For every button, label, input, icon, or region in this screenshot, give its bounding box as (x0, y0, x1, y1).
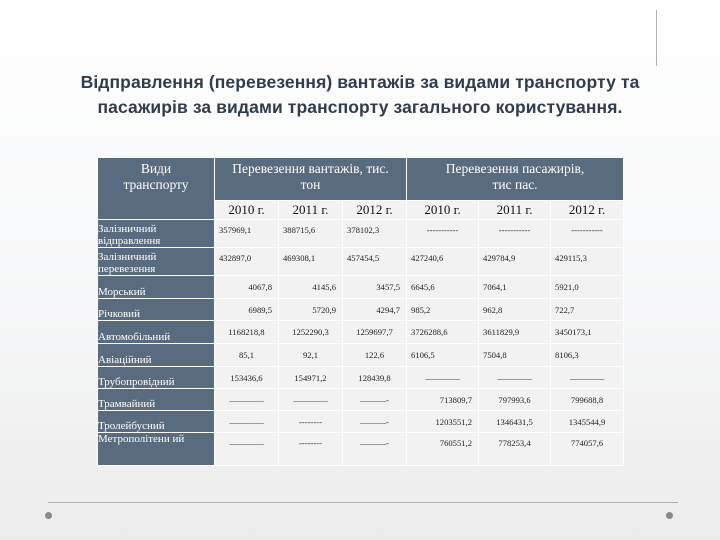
table-row (98, 248, 624, 276)
header-transport-type (98, 158, 215, 220)
divider-left-dot (45, 512, 52, 519)
table-cell: ———- (343, 411, 407, 433)
table-row (98, 220, 624, 248)
header-pass-line-2: тис пас. (492, 177, 538, 192)
table-cell: 378102,3 (343, 220, 407, 248)
table-cell: 3450173,1 (551, 321, 624, 344)
table-cell: 128439,8 (343, 367, 407, 389)
header-cargo-line-1: Перевезення вантажів, тис. (232, 161, 389, 176)
row-label: Авіаційний (98, 344, 215, 367)
table-cell: 1259697,7 (343, 321, 407, 344)
table-cell: ———— (215, 411, 279, 433)
table-cell: 6106,5 (407, 344, 479, 367)
header-type-line-2: транспорту (123, 177, 189, 192)
table-cell: 778253,4 (479, 433, 551, 466)
table-row (98, 433, 624, 466)
transport-table (97, 157, 623, 462)
table-cell: 469308,1 (279, 248, 343, 276)
header-cargo (215, 158, 407, 201)
table-cell: 7064,1 (479, 276, 551, 299)
year-header: 2012 г. (551, 201, 624, 220)
table-cell: ———- (343, 389, 407, 411)
table-cell: ———— (215, 389, 279, 411)
table-cell: 962,8 (479, 299, 551, 321)
table-cell: 3611829,9 (479, 321, 551, 344)
table-cell: 92,1 (279, 344, 343, 367)
header-cargo-line-2: тон (300, 177, 321, 192)
table-cell: 5921,0 (551, 276, 624, 299)
table-cell: ———— (407, 367, 479, 389)
header-type-line-1: Види (140, 161, 172, 176)
year-header: 2010 г. (407, 201, 479, 220)
table-cell: 799688,8 (551, 389, 624, 411)
table-cell: ----------- (479, 220, 551, 248)
row-label: Морський (98, 276, 215, 299)
table-cell: 1346431,5 (479, 411, 551, 433)
table-cell: 427240,6 (407, 248, 479, 276)
table-row (98, 367, 624, 389)
table-cell: ----------- (551, 220, 624, 248)
table-row (98, 344, 624, 367)
table-cell: 8106,3 (551, 344, 624, 367)
table-cell: 429784,9 (479, 248, 551, 276)
row-label: Тролейбусний (98, 411, 215, 433)
row-label: Залізничний перевезення (98, 248, 215, 276)
table-cell: 388715,6 (279, 220, 343, 248)
row-label: Річковий (98, 299, 215, 321)
table-cell: 4294,7 (343, 299, 407, 321)
title-line-1: Відправлення (перевезення) вантажів за видами транспорту та (80, 72, 640, 92)
table-cell: 4145,6 (279, 276, 343, 299)
table-cell: 6645,6 (407, 276, 479, 299)
row-label: Залізничний відправлення (98, 220, 215, 248)
table-body (98, 220, 624, 466)
year-header: 2010 г. (215, 201, 279, 220)
slide-title (22, 70, 698, 120)
table-cell: 760551,2 (407, 433, 479, 466)
table-cell: 85,1 (215, 344, 279, 367)
table-cell: -------- (279, 433, 343, 466)
table-cell: 357969,1 (215, 220, 279, 248)
table-cell: 1252290,3 (279, 321, 343, 344)
table-cell: 722,7 (551, 299, 624, 321)
table-cell: ———— (215, 433, 279, 466)
bottom-divider-line (48, 502, 678, 503)
table-cell: 774057,6 (551, 433, 624, 466)
table-cell: 5720,9 (279, 299, 343, 321)
table-cell: 1345544,9 (551, 411, 624, 433)
table-cell: 429115,3 (551, 248, 624, 276)
table-row (98, 321, 624, 344)
year-header: 2011 г. (479, 201, 551, 220)
year-header: 2011 г. (279, 201, 343, 220)
table-cell: ———— (279, 389, 343, 411)
table-row (98, 389, 624, 411)
table-cell: 3726288,6 (407, 321, 479, 344)
table-row (98, 276, 624, 299)
table-cell: 3457,5 (343, 276, 407, 299)
table-cell: 797993,6 (479, 389, 551, 411)
table-cell: ———— (551, 367, 624, 389)
table-cell: 713809,7 (407, 389, 479, 411)
top-right-accent-line (656, 10, 657, 66)
year-header: 2012 г. (343, 201, 407, 220)
row-label: Метрополітени ий (98, 433, 215, 466)
table-cell: 153436,6 (215, 367, 279, 389)
table-cell: ———— (479, 367, 551, 389)
table-row (98, 411, 624, 433)
title-line-2: пасажирів за видами транспорту загального користування. (97, 97, 623, 117)
table-cell: 7504,8 (479, 344, 551, 367)
table-cell: 122,6 (343, 344, 407, 367)
table-row (98, 299, 624, 321)
table-cell: ———- (343, 433, 407, 466)
header-pass-line-1: Перевезення пасажирів, (445, 161, 585, 176)
table-cell: -------- (279, 411, 343, 433)
table-cell: 432897,0 (215, 248, 279, 276)
table-cell: 457454,5 (343, 248, 407, 276)
table-cell: 154971,2 (279, 367, 343, 389)
table-cell: ----------- (407, 220, 479, 248)
header-passengers (407, 158, 624, 201)
table-cell: 985,2 (407, 299, 479, 321)
divider-right-dot (666, 512, 673, 519)
row-label: Трубопровідний (98, 367, 215, 389)
row-label: Автомобільний (98, 321, 215, 344)
table-cell: 4067,8 (215, 276, 279, 299)
row-label: Трамвайний (98, 389, 215, 411)
table-cell: 1168218,8 (215, 321, 279, 344)
table-cell: 1203551,2 (407, 411, 479, 433)
table-cell: 6989,5 (215, 299, 279, 321)
